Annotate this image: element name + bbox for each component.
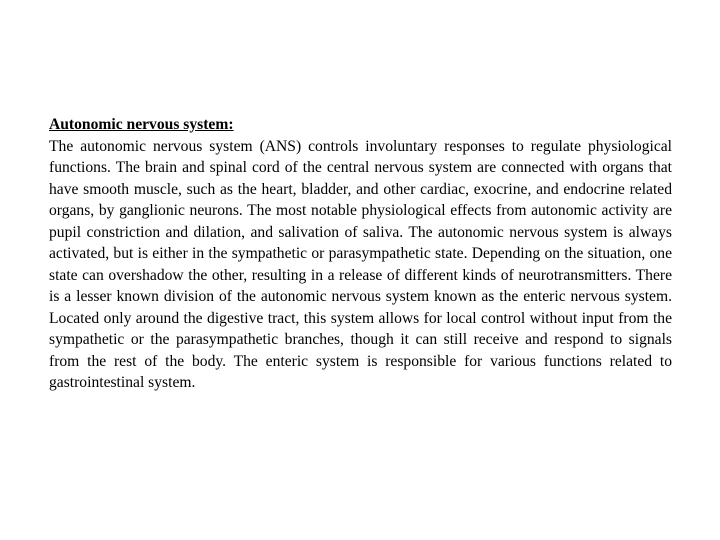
section-heading: Autonomic nervous system: [49, 116, 234, 133]
body-paragraph: The autonomic nervous system (ANS) controls involuntary responses to regulate physiological functions. The brain and spinal cord of the central nervous system are connected with organs that have smooth muscle, such as the heart, bladder, and other cardiac, exocrine, and endocrine related organs, by ganglionic neurons. The most notable physiological effects from autonomic activity are pupil constriction and dilation, and salivation of saliva. The autonomic nervous system is always activated, but is either in the sympathetic or parasympathetic state. Depending on the situation, one state can overshadow the other, resulting in a release of different kinds of neurotransmitters. There is a lesser known division of the autonomic nervous system known as the enteric nervous system. Located only around the digestive tract, this system allows for local control without input from the sympathetic or the parasympathetic branches, though it can still receive and respond to signals from the rest of the body. The enteric system is responsible for various functions related to gastrointestinal system. [49, 137, 672, 391]
text-block [49, 114, 672, 394]
